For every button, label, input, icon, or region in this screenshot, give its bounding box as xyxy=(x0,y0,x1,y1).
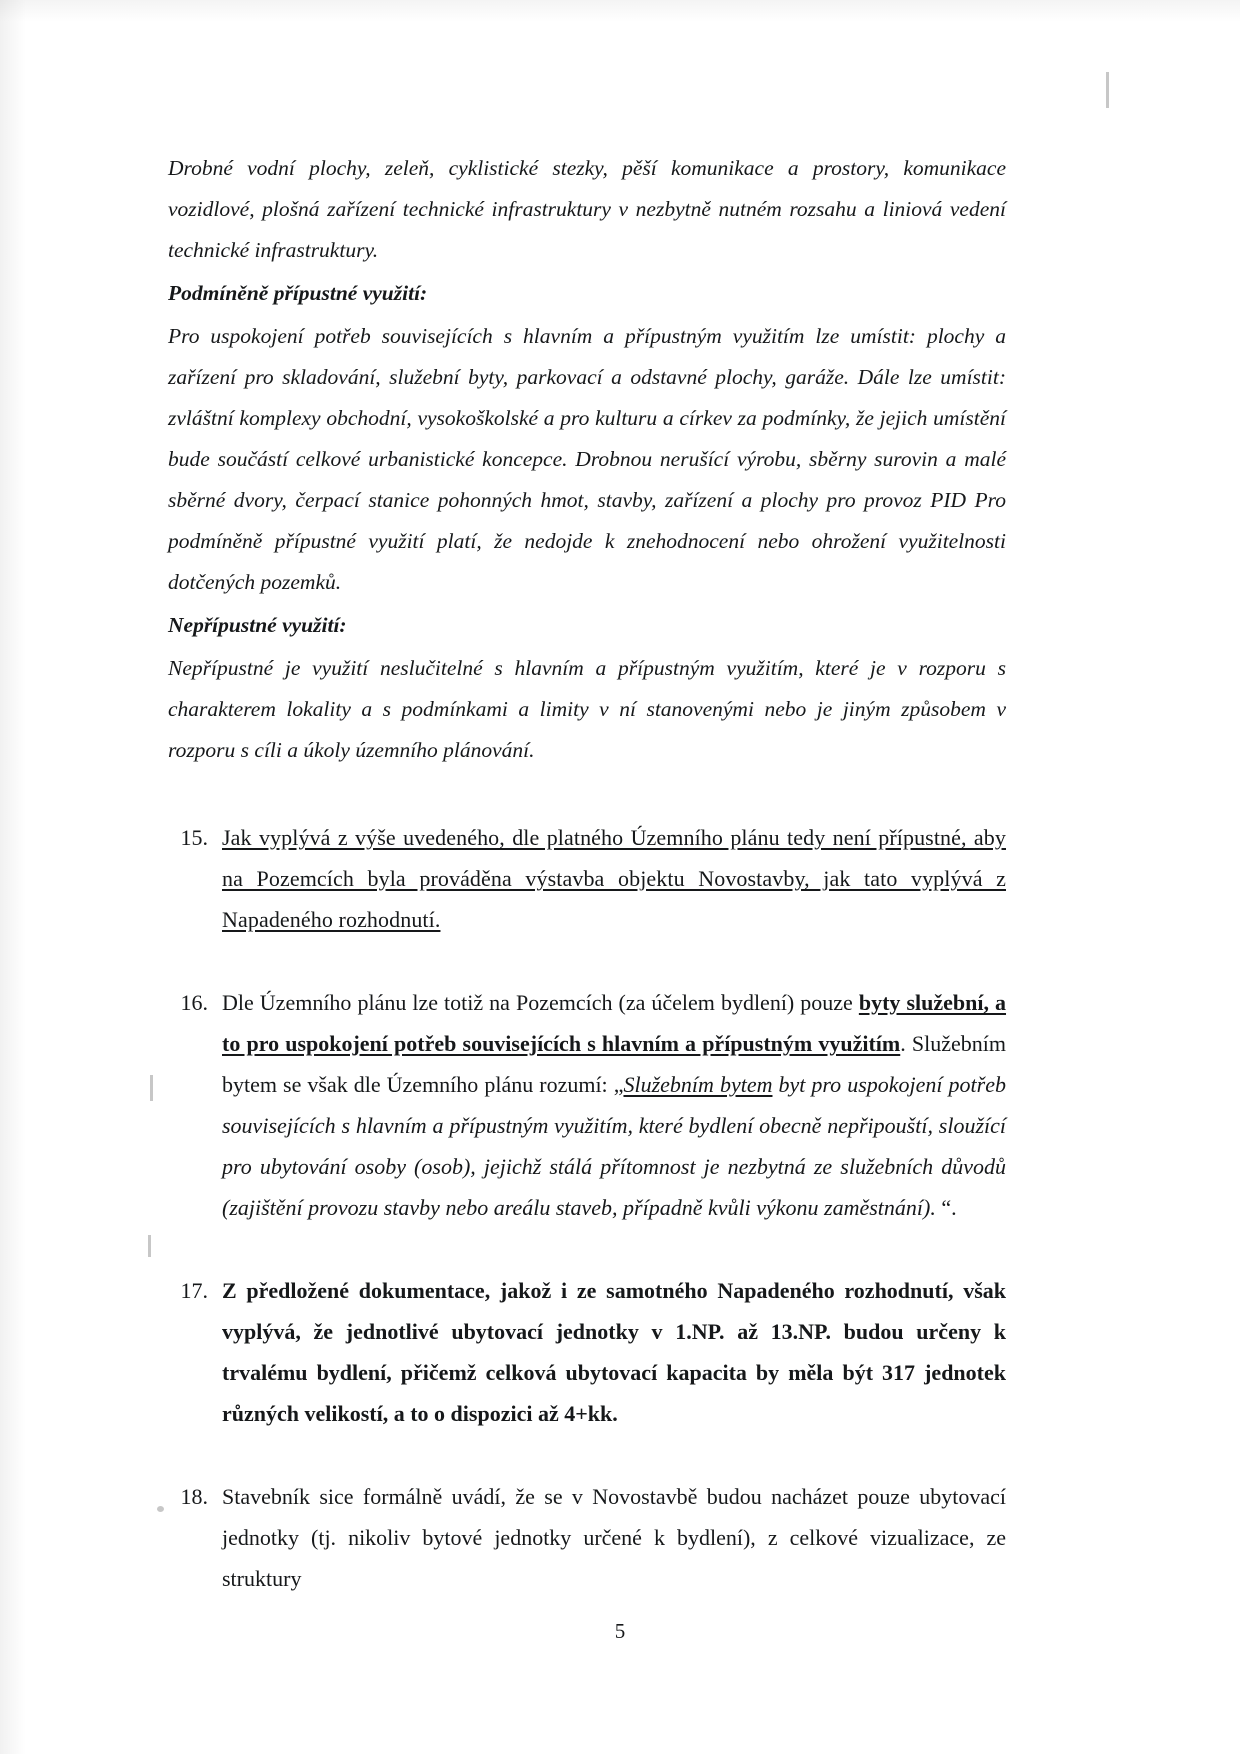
item-16-run-bold-underline: byty služební, a to pro uspokojení potřeb souvisejících s hlavním a přípustným využitím xyxy=(222,990,1007,1056)
quote-paragraph-1: Drobné vodní plochy, zeleň, cyklistické stezky, pěší komunikace a prostory, komunikace vozidlové, plošná zařízení technické infrastruktury v nezbytně nutném rozsahu a liniová vedení technické infrastruktury. xyxy=(168,156,1006,262)
item-number-15: 15. xyxy=(180,825,208,850)
page-content xyxy=(168,148,1006,1641)
quote-paragraph-3: Nepřípustné je využití neslučitelné s hlavním a přípustným využitím, které je v rozporu s charakterem lokality a s podmínkami a limity v ní stanovenými nebo je jiným způsobem v rozporu s cíli a úkoly územního plánování. xyxy=(168,656,1006,762)
numbered-item-16 xyxy=(168,982,1006,1228)
item-17-bold-text: Z předložené dokumentace, jakož i ze samotného Napadeného rozhodnutí, však vyplývá, že jednotlivé ubytovací jednotky v 1.NP. až 13.NP. budou určeny k trvalému bydlení, přičemž celková ubytovací kapacita by měla být 317 jednotek různých velikostí, a to o dispozici až 4+kk. xyxy=(222,1278,1006,1426)
item-15-underlined-text: Jak vyplývá z výše uvedeného, dle platného Územního plánu tedy není přípustné, aby na Pozemcích byla prováděna výstavba objektu Novostavby, jak tato vyplývá z Napadeného rozhodnutí. xyxy=(222,825,1006,932)
scan-speck xyxy=(150,1075,153,1101)
scan-shadow-left xyxy=(0,0,26,1754)
numbered-paragraph-list xyxy=(168,817,1006,1599)
numbered-item-15 xyxy=(168,817,1006,940)
item-16-run-plain-1: Dle Územního plánu lze totiž na Pozemcích (za účelem bydlení) pouze xyxy=(222,990,859,1015)
item-body-17 xyxy=(222,1270,1006,1434)
item-body-16 xyxy=(222,982,1006,1228)
quote-heading-impermissible: Nepřípustné využití: xyxy=(168,613,347,637)
numbered-item-17 xyxy=(168,1270,1006,1434)
item-16-run-plain-2: . Služebním bytem se však dle Územního plánu rozumí: „ xyxy=(222,1031,1006,1097)
item-number-17: 17. xyxy=(180,1278,208,1303)
scan-speck xyxy=(157,1506,164,1512)
quote-paragraph-2: Pro uspokojení potřeb souvisejících s hlavním a přípustným využitím lze umístit: plochy a zařízení pro skladování, služební byty, parkovací a odstavné plochy, garáže. Dále lze umístit: zvláštní komplexy obchodní, vysokoškolské a pro kulturu a církev za podmínky, že jejich umístění bude součástí celkové urbanistické koncepce. Drobnou nerušící výrobu, sběrny surovin a malé sběrné dvory, čerpací stanice pohonných hmot, stavby, zařízení a plochy pro provoz PID Pro podmíněně přípustné využití platí, že nedojde k znehodnocení nebo ohrožení využitelnosti dotčených pozemků. xyxy=(168,324,1006,594)
item-body-15 xyxy=(222,817,1006,940)
page-number: 5 xyxy=(614,1619,626,1643)
quote-heading-conditionally-permitted: Podmíněně přípustné využití: xyxy=(168,281,428,305)
numbered-item-18 xyxy=(168,1476,1006,1599)
scan-shadow-top xyxy=(0,0,1240,22)
item-number-18: 18. xyxy=(180,1484,208,1509)
scan-speck xyxy=(148,1235,151,1257)
item-16-run-italic-underline: Služebním bytem xyxy=(623,1072,773,1097)
item-body-18: Stavebník sice formálně uvádí, že se v Novostavbě budou nacházet pouze ubytovací jednotky (tj. nikoliv bytové jednotky určené k bydlení), z celkové vizualizace, ze struktury xyxy=(222,1484,1006,1591)
quoted-regulation-block xyxy=(168,148,1006,771)
item-16-run-italic: byt pro uspokojení potřeb souvisejících s hlavním a přípustným využitím, které bydlení obecně nepřipouští, sloužící pro ubytování osoby (osob), jejichž stálá přítomnost je nezbytná ze služebních důvodů (zajištění provozu stavby nebo areálu staveb, případně kvůli výkonu zaměstnání). xyxy=(222,1072,1006,1220)
scan-speck xyxy=(1106,72,1109,108)
item-16-run-plain-3: “. xyxy=(935,1195,957,1220)
item-number-16: 16. xyxy=(180,990,208,1015)
